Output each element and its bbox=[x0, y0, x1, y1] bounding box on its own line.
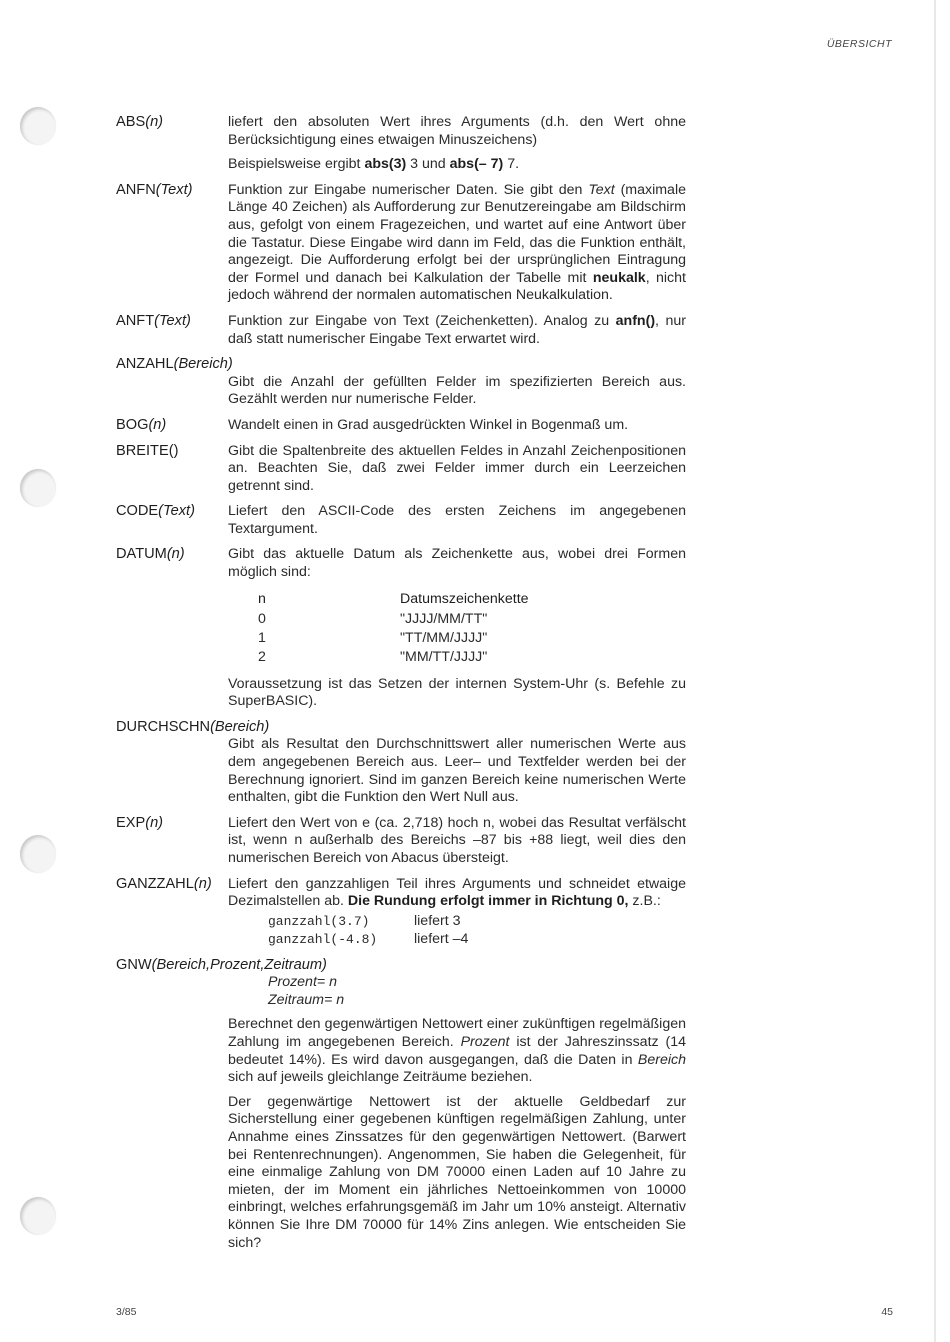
function-description bbox=[228, 503, 686, 538]
entry-breite bbox=[116, 443, 686, 496]
entry-durchschn bbox=[116, 719, 686, 807]
table-cell: 1 bbox=[258, 630, 266, 647]
paragraph: Liefert den ganzzahligen Teil ihres Arguments und schneidet etwaige Dezimalstellen ab. Die Rundung erfolgt immer in Richtung 0, z.B.: bbox=[228, 875, 686, 910]
table-cell: 0 bbox=[258, 611, 266, 628]
paragraph: Liefert den ASCII-Code des ersten Zeichens im angegebenen Textargument. bbox=[228, 503, 686, 537]
entry-anfn bbox=[116, 182, 686, 305]
table-header-row bbox=[258, 589, 529, 611]
function-name: ANFN(Text) bbox=[116, 181, 193, 198]
column-header: Datumszeichenkette bbox=[400, 590, 529, 607]
paragraph: Liefert den Wert von e (ca. 2,718) hoch n, wobei das Resultat verfälscht ist, wenn n außerhalb des Bereichs –87 bis +88 liegt, weil dies den numerischen Bereich von Abacus übersteigt. bbox=[228, 814, 686, 866]
parameter: Prozent= n bbox=[268, 974, 338, 991]
function-description bbox=[228, 114, 686, 174]
function-description bbox=[228, 374, 686, 409]
paragraph: Gibt die Anzahl der gefüllten Felder im spezifizierten Bereich aus. Gezählt werden nur numerische Felder. bbox=[228, 373, 686, 408]
column-header: n bbox=[258, 590, 266, 607]
function-name: BOG(n) bbox=[116, 416, 167, 433]
paragraph: Wandelt einen in Grad ausgedrückten Winkel in Bogenmaß um. bbox=[228, 416, 629, 433]
function-description bbox=[228, 417, 686, 435]
example-result: liefert 3 bbox=[414, 912, 461, 929]
function-description bbox=[228, 876, 686, 949]
paragraph: Der gegenwärtige Nettowert ist der aktuelle Geldbedarf zur Sicherstellung einer gegebenen künftigen regelmäßigen Zahlung, unter Annahme eines Zinssatzes für den gegenwärtigen Nettowert. (Barwert bei Rentenrechnungen). Angenommen, Sie haben die Gelegenheit, für eine einmalige Zahlung von DM 70000 einen Laden auf 10 Jahre zu mieten, der im Moment ein jährliches Nettoeinkommen von 10000 einbringt, welches erfahrungsgemäß im Jahr um 10% ansteigt. Alternativ können Sie Ihre DM 70000 für 14% Zins anlegen. Wie entscheiden Sie sich? bbox=[228, 1093, 686, 1251]
function-description bbox=[228, 313, 686, 348]
paragraph: Funktion zur Eingabe numerischer Daten. Sie gibt den Text (maximale Länge 40 Zeichen) als Aufforderung zur Benutzereingabe am Bildschirm aus, gefolgt von einem Fragezeichen, und wartet auf eine Antwort über die Tastatur. Diese Eingabe wird dann im Feld, das die Funktion enthält, angezeigt. Die Aufforderung erfolgt bei der ursprünglichen Eintragung der Formel und danach bei Kalkulation der Tabelle mit neukalk, nicht jedoch während der normalen automatischen Neukalkulation. bbox=[228, 181, 686, 304]
entry-code bbox=[116, 503, 686, 538]
function-name: EXP(n) bbox=[116, 814, 164, 831]
parameter: Zeitraum= n bbox=[268, 992, 345, 1009]
function-description bbox=[228, 443, 686, 496]
function-description bbox=[228, 736, 686, 806]
table-cell: "JJJJ/MM/TT" bbox=[400, 611, 488, 628]
entry-datum bbox=[116, 546, 686, 710]
paragraph: Gibt als Resultat den Durchschnittswert aller numerischen Werte aus dem angegebenen Bereich aus. Leer– und Textfelder werden bei der Berechnung ignoriert. Sind im ganzen Bereich keine numerischen Werte enthalten, gibt die Funktion den Wert Null aus. bbox=[228, 736, 686, 806]
function-description bbox=[228, 815, 686, 868]
entry-anft bbox=[116, 313, 686, 348]
function-name: GANZZAHL(n) bbox=[116, 875, 212, 892]
code-snippet: ganzzahl(-4.8) bbox=[268, 931, 378, 947]
running-header: ÜBERSICHT bbox=[826, 38, 892, 50]
code-example bbox=[268, 913, 686, 931]
function-name: GNW(Bereich,Prozent,Zeitraum) bbox=[116, 956, 327, 973]
entry-abs bbox=[116, 114, 686, 174]
code-examples bbox=[268, 913, 686, 949]
function-name: ABS(n) bbox=[116, 114, 164, 130]
function-name: BREITE() bbox=[116, 442, 179, 459]
date-format-table bbox=[258, 589, 529, 668]
function-name: ANZAHL(Bereich) bbox=[116, 356, 233, 373]
page-edge bbox=[934, 0, 936, 1342]
function-description bbox=[228, 1016, 686, 1252]
table-row bbox=[258, 649, 529, 668]
paragraph: Beispielsweise ergibt abs(3) 3 und abs(– 7) 7. bbox=[228, 156, 520, 173]
punch-hole bbox=[20, 835, 56, 873]
table-row bbox=[258, 611, 529, 630]
table-cell: "MM/TT/JJJJ" bbox=[400, 649, 488, 666]
entry-anzahl bbox=[116, 356, 686, 409]
footer-date: 3/85 bbox=[116, 1306, 137, 1318]
function-name: ANFT(Text) bbox=[116, 312, 191, 329]
punch-hole bbox=[20, 1197, 56, 1235]
table-cell: "TT/MM/JJJJ" bbox=[400, 630, 488, 647]
entry-gnw bbox=[116, 957, 686, 1252]
punch-hole bbox=[20, 469, 56, 507]
entry-exp bbox=[116, 815, 686, 868]
paragraph: liefert den absoluten Wert ihres Arguments (d.h. den Wert ohne Berücksichtigung eines etwaigen Minuszeichens) bbox=[228, 114, 686, 148]
function-name: DATUM(n) bbox=[116, 546, 185, 563]
function-name: DURCHSCHN(Bereich) bbox=[116, 718, 270, 735]
function-reference-list bbox=[116, 114, 686, 1260]
paragraph: Voraussetzung ist das Setzen der internen System-Uhr (s. Befehle zu SuperBASIC). bbox=[228, 675, 686, 710]
parameter-list bbox=[268, 974, 686, 1010]
paragraph: Berechnet den gegenwärtigen Nettowert einer zukünftigen regelmäßigen Zahlung im angegebenen Bereich. Prozent ist der Jahreszinssatz (14 bedeutet 14%). Es wird davon ausgegangen, daß die Daten in Bereich sich auf jeweils gleichlange Zeiträume beziehen. bbox=[228, 1016, 686, 1086]
paragraph: Gibt die Spaltenbreite des aktuellen Feldes in Anzahl Zeichenpositionen an. Beachten Sie, daß zwei Felder immer durch ein Leerzeichen getrennt sind. bbox=[228, 442, 686, 494]
code-snippet: ganzzahl(3.7) bbox=[268, 913, 370, 929]
paragraph: Funktion zur Eingabe von Text (Zeichenketten). Analog zu anfn(), nur daß statt numerischer Eingabe Text erwartet wird. bbox=[228, 312, 686, 347]
function-description bbox=[228, 546, 686, 710]
punch-hole bbox=[20, 107, 56, 145]
table-cell: 2 bbox=[258, 649, 266, 666]
entry-ganzzahl bbox=[116, 876, 686, 949]
page-number: 45 bbox=[881, 1306, 893, 1318]
table-row bbox=[258, 630, 529, 649]
function-name: CODE(Text) bbox=[116, 503, 195, 520]
example-result: liefert –4 bbox=[414, 930, 469, 947]
entry-bog bbox=[116, 417, 686, 435]
code-example bbox=[268, 931, 686, 949]
function-description bbox=[228, 182, 686, 305]
paragraph: Gibt das aktuelle Datum als Zeichenkette aus, wobei drei Formen möglich sind: bbox=[228, 546, 686, 581]
